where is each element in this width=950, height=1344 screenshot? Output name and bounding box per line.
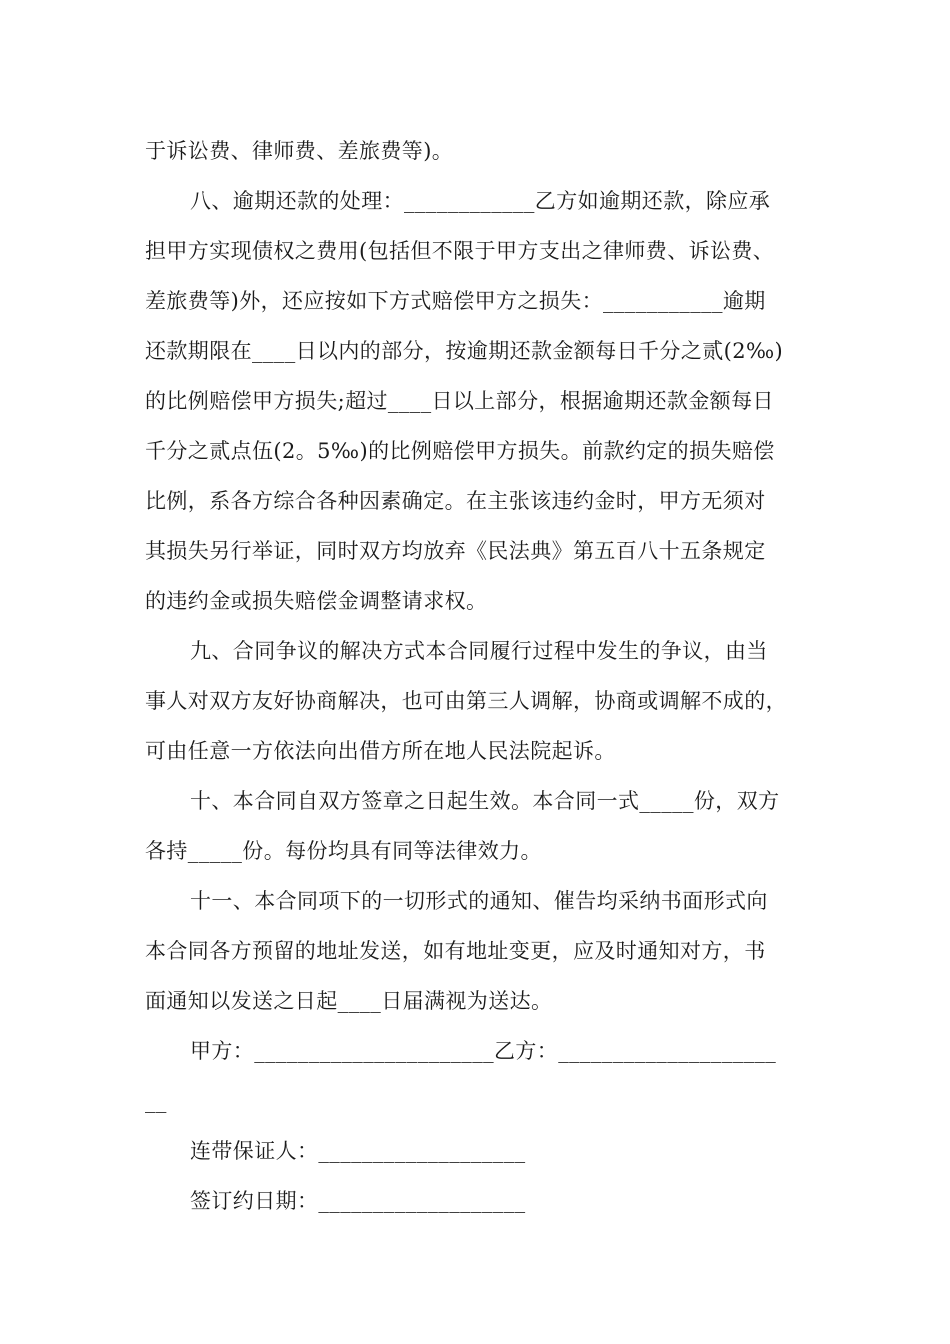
text-line: 千分之贰点伍(2。5‰)的比例赔偿甲方损失。前款约定的损失赔偿 — [145, 439, 775, 463]
text-line: 各持_____份。每份均具有同等法律效力。 — [145, 839, 542, 863]
text-line: 本合同各方预留的地址发送，如有地址变更，应及时通知对方，书 — [145, 939, 766, 963]
text-line: 还款期限在____日以内的部分，按逾期还款金额每日千分之贰(2‰) — [145, 339, 784, 363]
signature-line-parties: 甲方：______________________乙方：____________________ — [190, 1039, 777, 1063]
text-line: 事人对双方友好协商解决，也可由第三人调解，协商或调解不成的， — [145, 689, 787, 713]
text-line: 比例，系各方综合各种因素确定。在主张该违约金时，甲方无须对 — [145, 489, 766, 513]
text-line: 其损失另行举证，同时双方均放弃《民法典》第五百八十五条规定 — [145, 539, 766, 563]
text-line: 十一、本合同项下的一切形式的通知、催告均采纳书面形式向 — [190, 889, 768, 913]
signing-date-line: 签订约日期：___________________ — [190, 1189, 526, 1213]
text-line: 的违约金或损失赔偿金调整请求权。 — [145, 589, 488, 613]
text-line: 八、逾期还款的处理：____________乙方如逾期还款，除应承 — [190, 189, 771, 213]
text-line: 担甲方实现债权之费用(包括但不限于甲方支出之律师费、诉讼费、 — [145, 239, 775, 263]
text-line: 可由任意一方依法向出借方所在地人民法院起诉。 — [145, 739, 616, 763]
text-line: 于诉讼费、律师费、差旅费等)。 — [145, 139, 454, 163]
text-line: 的比例赔偿甲方损失;超过____日以上部分，根据逾期还款金额每日 — [145, 389, 774, 413]
text-line: 差旅费等)外，还应按如下方式赔偿甲方之损失：___________逾期 — [145, 289, 766, 313]
text-line: 十、本合同自双方签章之日起生效。本合同一式_____份，双方 — [190, 789, 780, 813]
guarantor-line: 连带保证人：___________________ — [190, 1139, 526, 1163]
signature-line-continuation: __ — [145, 1089, 167, 1113]
text-line: 九、合同争议的解决方式本合同履行过程中发生的争议，由当 — [190, 639, 768, 663]
text-line: 面通知以发送之日起____日届满视为送达。 — [145, 989, 553, 1013]
